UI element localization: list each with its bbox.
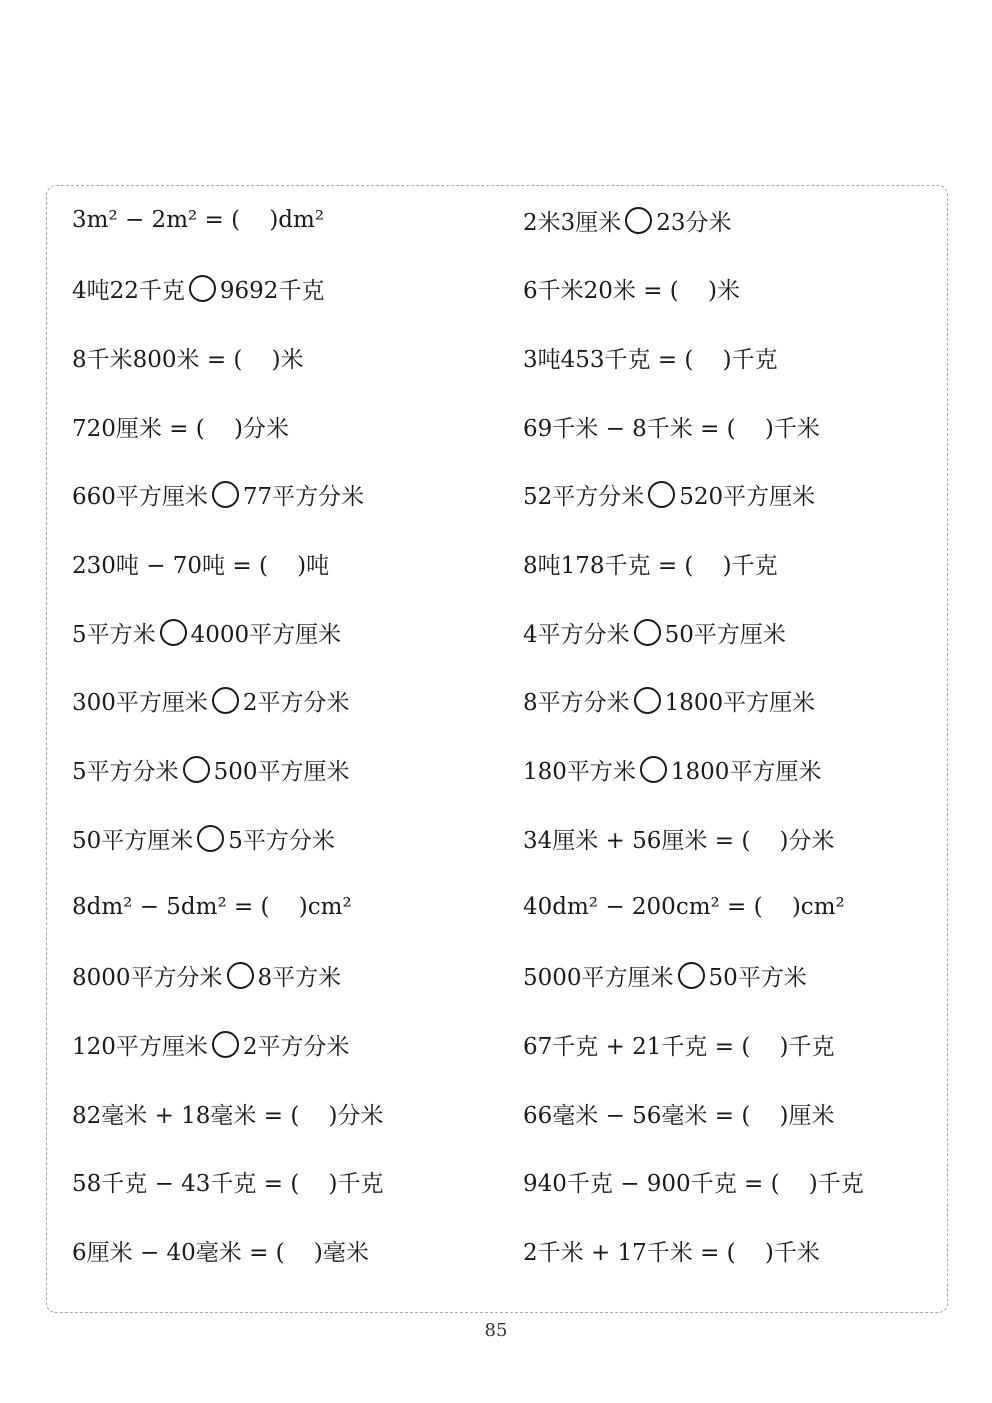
conversion-problem [523,1024,835,1064]
conversion-problem [72,337,304,377]
quantity-b: 4000平方厘米 [190,621,342,648]
conversion-problem [72,887,352,927]
answer-circle[interactable] [640,756,667,783]
problem-text: 230吨 − 70吨 = ( )吨 [72,553,330,579]
quantity-a: 4平方分米 [523,621,630,648]
comparison-problem [72,750,350,790]
answer-circle[interactable] [634,619,661,646]
exercise-row [72,681,932,721]
exercise-row [72,337,932,377]
problem-text: 3m² − 2m² = ( )dm² [72,207,325,233]
quantity-b: 2平方分米 [242,1033,350,1060]
problem-text: 2千米 + 17千米 = ( )千米 [523,1240,820,1266]
exercise-row [72,818,932,858]
exercise-grid [72,185,932,1313]
problem-text: 6厘米 − 40毫米 = ( )毫米 [72,1240,369,1266]
problem-text: 940千克 − 900千克 = ( )千克 [523,1171,864,1198]
answer-circle[interactable] [625,207,652,234]
problem-text: 3吨453千克 = ( )千克 [523,346,778,373]
conversion-problem [72,1093,384,1133]
quantity-b: 8平方米 [257,965,342,992]
conversion-problem [523,406,820,446]
quantity-b: 1800平方厘米 [670,759,822,786]
exercise-row [72,1162,932,1202]
comparison-problem [523,475,815,515]
exercise-row [72,1231,932,1271]
quantity-b: 50平方厘米 [664,621,786,648]
problem-text: 67千克 + 21千克 = ( )千克 [523,1033,835,1060]
problem-text: 69千米 − 8千米 = ( )千米 [523,415,820,442]
problem-text: 8dm² − 5dm² = ( )cm² [72,894,352,920]
exercise-row [72,1024,932,1064]
exercise-row [72,750,932,790]
quantity-a: 5平方米 [72,621,156,648]
problem-text: 8吨178千克 = ( )千克 [523,553,778,579]
problem-text: 34厘米 + 56厘米 = ( )分米 [523,827,835,854]
comparison-problem [72,269,324,309]
answer-circle[interactable] [212,687,239,714]
answer-circle[interactable] [212,1031,239,1058]
quantity-b: 2平方分米 [242,690,350,717]
quantity-b: 50平方米 [708,965,807,992]
problem-text: 40dm² − 200cm² = ( )cm² [523,894,845,920]
answer-circle[interactable] [634,687,661,714]
conversion-problem [523,269,740,309]
conversion-problem [523,887,845,927]
answer-circle[interactable] [678,962,705,989]
conversion-problem [523,1162,864,1202]
comparison-problem [72,612,341,652]
problem-text: 82毫米 + 18毫米 = ( )分米 [72,1102,384,1129]
answer-circle[interactable] [212,481,239,508]
conversion-problem [523,818,835,858]
quantity-a: 120平方厘米 [72,1033,208,1060]
comparison-problem [72,956,341,996]
quantity-a: 8000平方分米 [72,965,223,992]
comparison-problem [523,681,815,721]
comparison-problem [72,475,364,515]
conversion-problem [72,406,289,446]
exercise-row [72,956,932,996]
comparison-problem [523,956,807,996]
exercise-row [72,887,932,927]
quantity-a: 2米3厘米 [523,209,622,236]
quantity-a: 52平方分米 [523,484,645,511]
conversion-problem [72,200,324,240]
quantity-b: 500平方厘米 [213,759,350,786]
conversion-problem [523,1093,835,1133]
answer-circle[interactable] [183,756,210,783]
problem-text: 58千克 − 43千克 = ( )千克 [72,1171,384,1198]
quantity-b: 1800平方厘米 [664,690,816,717]
problem-text: 720厘米 = ( )分米 [72,415,289,442]
exercise-row [72,475,932,515]
comparison-problem [523,750,821,790]
quantity-b: 9692千克 [219,278,325,305]
exercise-row [72,1093,932,1133]
conversion-problem [523,1231,820,1271]
quantity-b: 5平方分米 [228,827,335,854]
conversion-problem [523,544,778,584]
conversion-problem [72,1231,369,1271]
problem-text: 66毫米 − 56毫米 = ( )厘米 [523,1102,835,1129]
exercise-row [72,544,932,584]
quantity-a: 180平方米 [523,759,636,786]
answer-circle[interactable] [189,275,216,302]
comparison-problem [72,818,335,858]
answer-circle[interactable] [160,619,187,646]
quantity-b: 23分米 [656,209,732,236]
quantity-b: 520平方厘米 [679,484,816,511]
quantity-a: 5平方分米 [72,759,179,786]
conversion-problem [72,544,329,584]
answer-circle[interactable] [197,825,224,852]
comparison-problem [523,200,732,240]
quantity-a: 50平方厘米 [72,827,194,854]
exercise-row [72,406,932,446]
quantity-a: 5000平方厘米 [523,965,674,992]
comparison-problem [523,612,786,652]
quantity-a: 660平方厘米 [72,484,208,511]
exercise-row [72,269,932,309]
quantity-a: 4吨22千克 [72,278,185,305]
problem-text: 6千米20米 = ( )米 [523,278,740,305]
quantity-a: 8平方分米 [523,690,630,717]
answer-circle[interactable] [648,481,675,508]
quantity-a: 300平方厘米 [72,690,208,717]
exercise-row [72,200,932,240]
conversion-problem [72,1162,384,1202]
exercise-row [72,612,932,652]
page-number: 85 [484,1320,508,1341]
comparison-problem [72,1024,350,1064]
problem-text: 8千米800米 = ( )米 [72,346,304,373]
quantity-b: 77平方分米 [242,484,365,511]
conversion-problem [523,337,778,377]
answer-circle[interactable] [227,962,254,989]
comparison-problem [72,681,350,721]
